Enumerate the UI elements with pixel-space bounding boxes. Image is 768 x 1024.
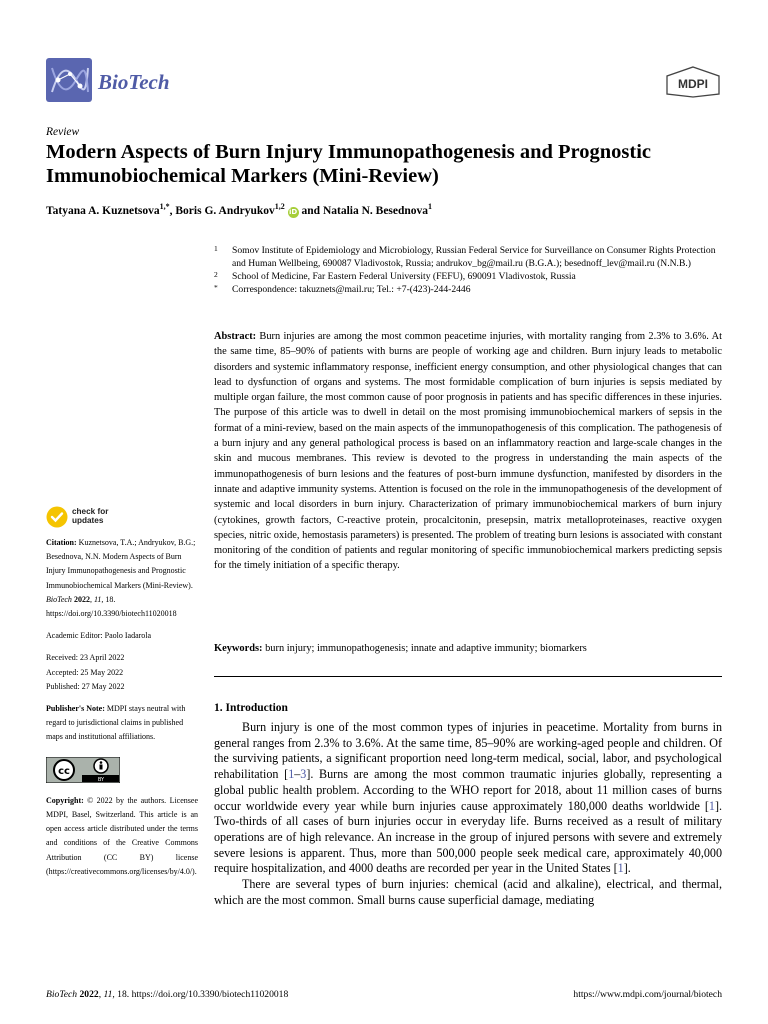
footer-doi[interactable]: , 18. https://doi.org/10.3390/biotech11020018 — [112, 989, 289, 1000]
affiliation-item — [214, 244, 722, 270]
citation-journal: BioTech — [46, 594, 72, 604]
publishers-note-text: MDPI stays neutral with regard to jurisdictional claims in published maps and institutional affiliations. — [46, 704, 186, 742]
mdpi-logo-icon — [664, 66, 722, 98]
check-for-updates-button[interactable] — [46, 506, 198, 532]
affiliation-item — [214, 270, 722, 283]
copyright — [46, 794, 198, 879]
citation-label: Citation: — [46, 538, 77, 547]
footer-journal-url[interactable]: https://www.mdpi.com/journal/biotech — [573, 989, 722, 1000]
affiliation-marker: * — [214, 283, 218, 292]
footer-text: , — [98, 989, 104, 1000]
footer-year: 2022 — [77, 989, 99, 1000]
publisher-name: MDPI — [678, 77, 708, 91]
author-name[interactable]: Tatyana A. Kuznetsova — [46, 204, 160, 217]
publishers-note-label: Publisher's Note: — [46, 704, 105, 714]
keywords — [214, 643, 722, 654]
abstract-text: Burn injuries are among the most common peacetime injuries, with mortality ranging from 2.3% to 3.6%. At the same time, 85–90% of patients with burns are people of working age and children. Burn injury leads to metabolic disorders and systemic inflammatory response, inefficient energy consumption, and other physiological changes that can lead to dysfunction of organs and systems. The most formidable complication of burn injuries is sepsis mediated by multiple organ failure, the most common cause of poor prognosis in patients and has specific differences in these injuries. The purpose of this article was to dwell in detail on the most promising immunobiochemical markers of sepsis in the format of a mini-review, based on the main aspects of the immunopathogenesis of this complication. The pathogenesis of a burn injury and any general pathological process is based on an inflammatory reaction and large-scale changes in the skin and mucous membranes. This review is devoted to the progress in understanding the main aspects of the immunopathogenesis of burn lesions and the features of post-burn immune dysfunction, manifested by disorders in the innate and adaptive immunity systems. Attention is focused on the role in the immunopathogenesis of the development of systemic and local disorders in burn injury. Characterization of primary immunobiochemical markers of burn injury (cytokines, growth factors, C-reactive protein, procalcitonin, presepsin, matrix metalloproteinases, reactive oxygen species, nitric oxide, hemostasis parameters) is presented. The problem of treating burn lesions is associated with constant monitoring of the condition of patients and regular monitoring of specific immunobiochemical markers predicting sepsis for the timely initiation of a specific therapy. — [214, 331, 722, 572]
article-type: Review — [46, 126, 80, 138]
author-name[interactable]: Natalia N. Besednova — [322, 204, 429, 217]
affiliations — [214, 244, 722, 296]
reference-link[interactable]: 1 — [617, 861, 624, 876]
author-separator: and — [298, 204, 323, 217]
published-date: Published: 27 May 2022 — [46, 681, 125, 691]
copyright-text: © 2022 by the authors. Licensee MDPI, Basel, Switzerland. This article is an open access article distributed under the terms and conditions of the Creative Commons Attribution (CC BY) license (https://creativecommons.org/licenses/by/4.0/). — [46, 795, 198, 876]
keywords-label: Keywords: — [214, 643, 263, 654]
correspondence-text: Correspondence: takuznets@mail.ru; Tel.: +7-(423)-244-2446 — [232, 284, 471, 295]
author-separator: , — [169, 204, 176, 217]
received-date: Received: 23 April 2022 — [46, 653, 125, 663]
journal-name: BioTech — [98, 70, 170, 94]
journal-header — [46, 58, 722, 108]
paragraph: There are several types of burn injuries: chemical (acid and alkaline), electrical, and thermal, which are the most common. Small burns cause superficial damage, mediating — [214, 877, 722, 907]
author-name[interactable]: Boris G. Andryukov — [175, 204, 275, 217]
divider — [214, 676, 722, 677]
orcid-icon[interactable]: iD — [289, 207, 298, 216]
text-run: ]. Burns are among the most common traumatic injuries globally, representing a global public health problem. According to the WHO report for 2018, about 11 million cases of burns occur worldwide every year while burn injuries cause approximately 180,000 deaths worldwide [ — [214, 767, 722, 813]
author-affiliation-marker: 1 — [428, 202, 433, 211]
biotech-logo-icon — [46, 58, 92, 102]
affiliation-text: School of Medicine, Far Eastern Federal University (FEFU), 690091 Vladivostok, Russia — [232, 271, 576, 282]
body-text — [214, 720, 722, 908]
citation-year: 2022 — [71, 594, 90, 604]
author-affiliation-marker: 1,* — [159, 202, 170, 211]
citation-text: Kuznetsova, T.A.; Andryukov, B.G.; Besednova, N.N. Modern Aspects of Burn Injury Immunopathogenesis and Prognostic Immunobiochemical Markers (Mini-Review). — [46, 538, 196, 590]
footer-citation — [46, 989, 288, 1000]
sidebar — [46, 506, 198, 879]
check-for-updates-line: check for — [72, 507, 109, 516]
text-run: Burn injury is one of the most common types of injuries in peacetime. Mortality from burns in general ranges from 2.3% to 3.6%. At the same time, 85–90% are working-aged people and children. Of the surviving patients, a significant proportion need long-term medical, social, labor, and psychological rehabilitation [ — [214, 720, 722, 782]
text-run: ]. — [623, 861, 631, 876]
citation-doi[interactable]: , 18. https://doi.org/10.3390/biotech11020018 — [46, 594, 177, 619]
footer-volume: 11 — [103, 989, 113, 1000]
affiliation-marker: 1 — [214, 244, 218, 253]
text-run: – — [294, 767, 301, 782]
svg-text:BY: BY — [97, 776, 105, 783]
reference-link[interactable]: 1 — [288, 767, 295, 782]
affiliation-marker: 2 — [214, 270, 218, 279]
academic-editor: Academic Editor: Paolo Iadarola — [46, 631, 152, 641]
text-run: ]. Two-thirds of all cases of burn injuries occur in everyday life. Burns received as a result of military operations are of high relevance. An increase in the group of injured persons with severe and extremely severe lesions is apparent. Thus, more than 500,000 people seek medical care, approximately 40,000 require hospitalization, and 4000 deaths are recorded per year in the United States [ — [214, 798, 722, 876]
keywords-text: burn injury; immunopathogenesis; innate and adaptive immunity; biomarkers — [265, 643, 587, 654]
footer-journal: BioTech — [46, 989, 78, 1000]
reference-link[interactable]: 3 — [300, 767, 307, 782]
copyright-label: Copyright: — [46, 795, 84, 805]
citation — [46, 536, 198, 621]
abstract — [214, 329, 722, 574]
affiliation-text: Somov Institute of Epidemiology and Microbiology, Russian Federal Service for Surveillance on Consumer Rights Protection and Human Wellbeing, 690087 Vladivostok, Russia; andrukov_bg@mail.ru (B.G.A.); besednoff_lev@mail.ru (N.N.B.) — [232, 245, 716, 269]
article-title: Modern Aspects of Burn Injury Immunopathogenesis and Prognostic Immunobiochemical Markers (Mini-Review) — [46, 141, 652, 187]
dates — [46, 651, 198, 694]
author-list — [46, 202, 722, 218]
check-for-updates-label — [72, 507, 108, 525]
check-for-updates-icon — [46, 506, 68, 528]
check-for-updates-line: updates — [72, 516, 104, 525]
author-affiliation-marker: 1,2 — [274, 202, 285, 211]
citation-volume: 11 — [93, 594, 102, 604]
accepted-date: Accepted: 25 May 2022 — [46, 667, 124, 677]
correspondence-item — [214, 283, 722, 296]
cc-by-license-icon[interactable] — [46, 757, 120, 783]
reference-link[interactable]: 1 — [708, 798, 715, 813]
svg-text:cc: cc — [58, 765, 70, 777]
paragraph — [214, 720, 722, 877]
abstract-label: Abstract: — [214, 331, 257, 342]
publishers-note — [46, 702, 198, 745]
citation-text: , — [89, 594, 94, 604]
section-title: 1. Introduction — [214, 702, 288, 714]
